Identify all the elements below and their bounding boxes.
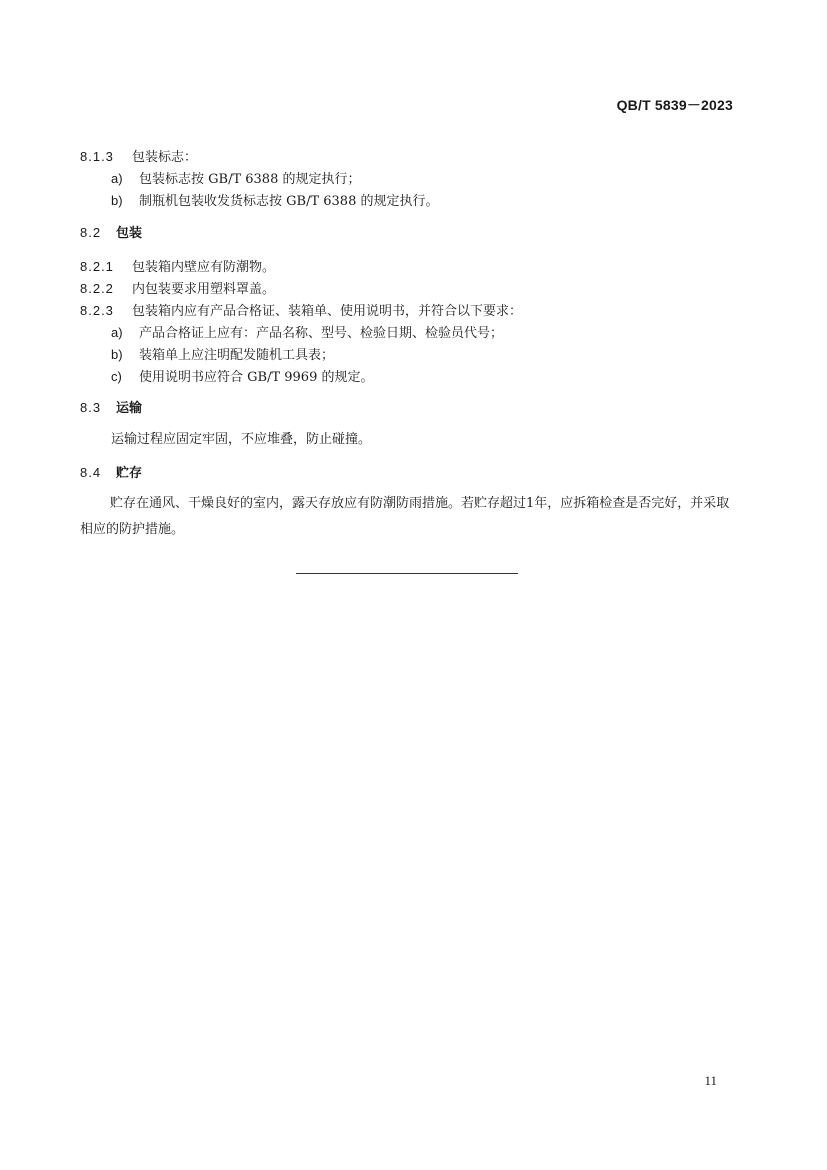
clause-number: 8.1.3: [80, 149, 114, 164]
section-paragraph: 运输过程应固定牢固，不应堆叠，防止碰撞。: [111, 432, 372, 447]
clause-8-2-3: [80, 302, 522, 321]
section-number: 8.2: [80, 225, 102, 240]
clause-text: 包装箱内壁应有防潮物。: [132, 260, 276, 275]
clause-8-2-1: [80, 258, 275, 277]
list-item-text: 包装标志按 GB/T 6388 的规定执行；: [139, 172, 361, 187]
clause-number: 8.2.2: [80, 281, 114, 296]
section-title: 贮存: [116, 466, 143, 481]
section-heading-8-2: [80, 224, 142, 243]
list-item: [111, 192, 438, 211]
end-rule: [296, 573, 518, 574]
clause-8-1-3: [80, 148, 197, 167]
list-marker: b): [111, 193, 123, 208]
page-number: 11: [704, 1073, 717, 1088]
section-title: 包装: [116, 226, 143, 241]
section-heading-8-3: [80, 399, 142, 418]
list-item: [111, 346, 334, 365]
clause-number: 8.2.3: [80, 303, 114, 318]
section-number: 8.3: [80, 400, 102, 415]
list-marker: b): [111, 347, 123, 362]
list-item: [111, 170, 360, 189]
list-item-text: 装箱单上应注明配发随机工具表；: [139, 348, 335, 363]
standard-code: QB/T 5839－2023: [616, 97, 733, 113]
section-paragraph: 贮存在通风、干燥良好的室内，露天存放应有防潮防雨措施。若贮存超过1年，应拆箱检查是否完好，并采取相应的防护措施。: [80, 496, 730, 537]
clause-text: 内包装要求用塑料罩盖。: [132, 282, 276, 297]
list-item-text: 制瓶机包装收发货标志按 GB/T 6388 的规定执行。: [139, 194, 439, 209]
list-marker: a): [111, 325, 123, 340]
clause-number: 8.2.1: [80, 259, 114, 274]
list-item-text: 产品合格证上应有：产品名称、型号、检验日期、检验员代号；: [139, 326, 504, 341]
list-item: [111, 324, 503, 343]
section-number: 8.4: [80, 465, 102, 480]
list-marker: c): [111, 369, 122, 384]
clause-text: 包装标志：: [132, 150, 198, 165]
clause-8-2-2: [80, 280, 275, 299]
section-title: 运输: [116, 401, 143, 416]
list-marker: a): [111, 171, 123, 186]
list-item-text: 使用说明书应符合 GB/T 9969 的规定。: [139, 370, 374, 385]
clause-text: 包装箱内应有产品合格证、装箱单、使用说明书，并符合以下要求：: [132, 304, 523, 319]
list-item: [111, 368, 373, 387]
section-heading-8-4: [80, 464, 142, 483]
